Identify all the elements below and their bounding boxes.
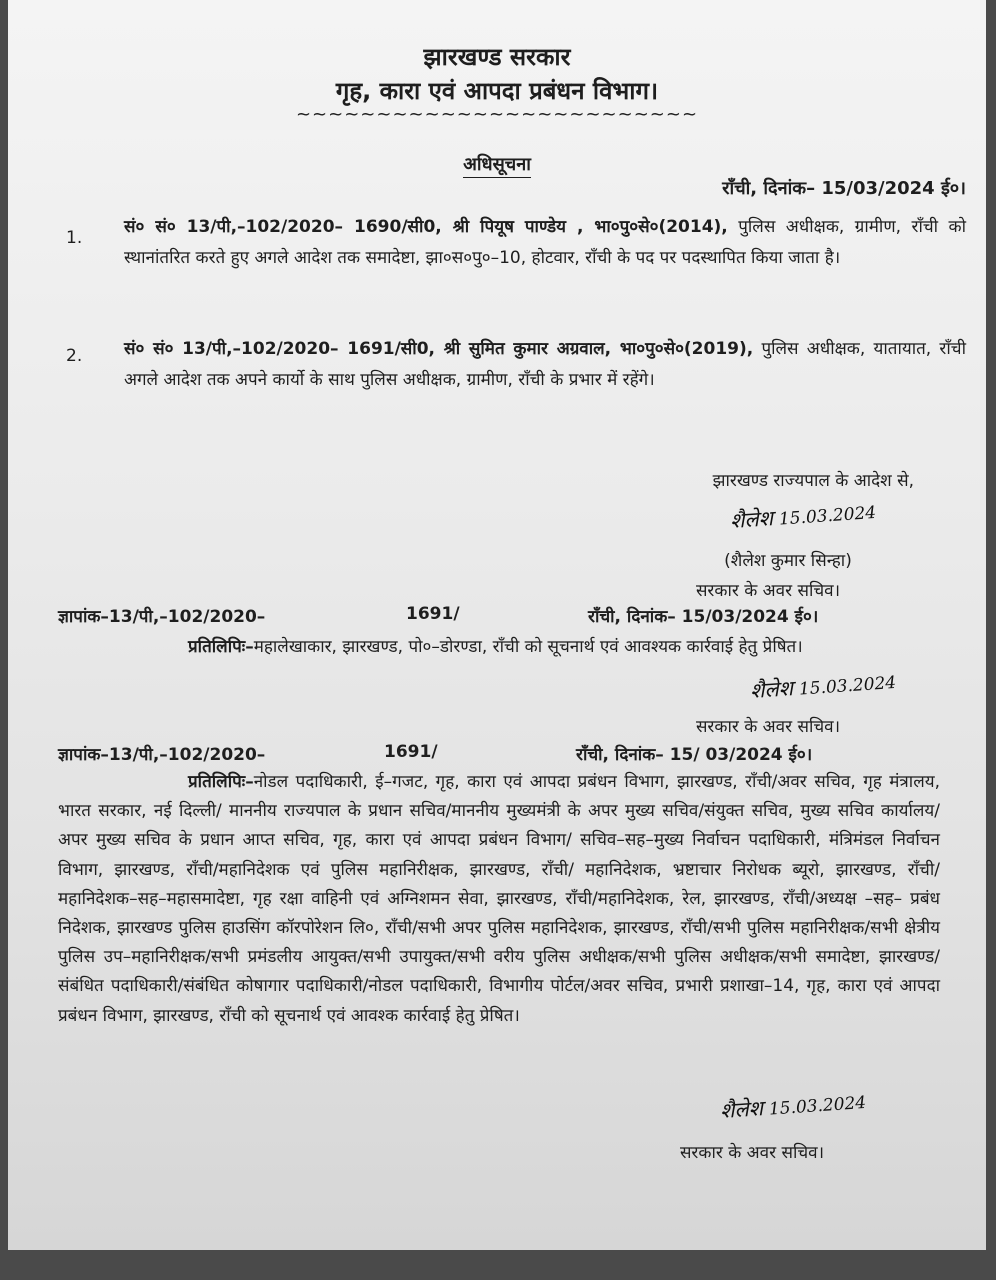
signatory-name: (शैलेश कुमार सिन्हा) — [724, 551, 852, 571]
notification-date: राँची, दिनांक– 15/03/2024 ई०। — [722, 178, 966, 199]
order-2-paragraph — [124, 334, 966, 396]
signature-2-date: 15.03.2024 — [798, 672, 897, 700]
signature-1-mark: शैलेश — [729, 506, 774, 534]
memo-2-copy-to — [58, 768, 940, 1031]
memo-2-copy-label: प्रतिलिपिः– — [188, 772, 254, 792]
order-2-text: पुलिस अधीक्षक, यातायात, राँची अगले आदेश तक अपने कार्यो के साथ पुलिस अधीक्षक, ग्रामीण, राँची के प्रभार में रहेंगे। — [124, 339, 966, 390]
order-2-reference: सं० सं० 13/पी,–102/2020– 1691/सी0, श्री सुमित कुमार अग्रवाल, भा०पु०से०(2019), — [124, 339, 754, 359]
memo-2-copy-text: नोडल पदाधिकारी, ई–गजट, गृह, कारा एवं आपदा प्रबंधन विभाग, झारखण्ड, राँची/अवर सचिव, गृह मंत्रालय, भारत सरकार, नई दिल्ली/ माननीय राज्यपाल के प्रधान सचिव/माननीय मुख्यमंत्री के अपर मुख्य सचिव/संयुक्त सचिव, मुख्य सचिव कार्यालय/ अपर मुख्य सचिव के प्रधान आप्त सचिव, गृह, कारा एवं आपदा प्रबंधन विभाग/ सचिव–सह–मुख्य निर्वाचन पदाधिकारी, मंत्रिमंडल निर्वाचन विभाग, झारखण्ड, राँची/महानिदेशक एवं पुलिस महानिरीक्षक, झारखण्ड, राँची/ महानिदेशक, भ्रष्टाचार निरोधक ब्यूरो, झारखण्ड, राँची/ महानिदेशक–सह–महासमादेष्टा, गृह रक्षा वाहिनी एवं अग्निशमन सेवा, झारखण्ड, राँची/महानिदेशक, रेल, झारखण्ड, राँची/अध्यक्ष –सह– प्रबंध निदेशक, झारखण्ड पुलिस हाउसिंग कॉरपोरेशन लि०, राँची/सभी अपर पुलिस महानिदेशक, झारखण्ड, राँची/सभी पुलिस महानिरीक्षक/सभी क्षेत्रीय पुलिस उप–महानिरीक्षक/सभी प्रमंडलीय आयुक्त/सभी उपायुक्त/सभी वरीय पुलिस अधीक्षक/सभी पुलिस अधीक्षक/सभी समादेष्टा, झारखण्ड/संबंधित पदाधिकारी/संबंधित कोषागार पदाधिकारी/नोडल पदाधिकारी, विभागीय पोर्टल/अवर सचिव, प्रभारी प्रशाखा–14, गृह, कारा एवं आपदा प्रबंधन विभाग, झारखण्ड, राँची को सूचनार्थ एवं आवश्क कार्रवाई हेतु प्रेषित। — [58, 772, 940, 1026]
memo-1-date: राँची, दिनांक– 15/03/2024 ई०। — [588, 607, 819, 627]
document-page — [8, 0, 986, 1250]
govt-heading: झारखण्ड सरकार — [423, 43, 571, 71]
header-divider: ~~~~~~~~~~~~~~~~~~~~~~~~~ — [295, 104, 699, 125]
signature-2-mark: शैलेश — [749, 676, 794, 704]
memo-1-sequence: 1691/ — [406, 604, 460, 624]
signature-1-date: 15.03.2024 — [778, 502, 877, 530]
signatory-title-2: सरकार के अवर सचिव। — [695, 717, 841, 737]
memo-1-copy-to — [58, 632, 950, 663]
signatory-title-1: सरकार के अवर सचिव। — [695, 581, 841, 601]
memo-2-sequence: 1691/ — [384, 742, 438, 762]
memo-2-date: राँची, दिनांक– 15/ 03/2024 ई०। — [576, 745, 813, 765]
signature-3-date: 15.03.2024 — [768, 1092, 867, 1120]
memo-1-number: ज्ञापांक–13/पी,–102/2020– — [58, 607, 266, 627]
order-1-reference: सं० सं० 13/पी,–102/2020– 1690/सी0, श्री पियूष पाण्डेय , भा०पु०से०(2014), — [124, 217, 728, 237]
signature-1 — [729, 497, 877, 535]
department-heading: गृह, कारा एवं आपदा प्रबंधन विभाग। — [335, 77, 659, 105]
order-1-paragraph — [124, 212, 966, 274]
order-1-text: पुलिस अधीक्षक, ग्रामीण, राँची को स्थानांतरित करते हुए अगले आदेश तक समादेष्टा, झा०स०पु०–10, होटवार, राँची के पद पर पदस्थापित किया जाता है। — [124, 217, 966, 268]
order-by-governor: झारखण्ड राज्यपाल के आदेश से, — [712, 471, 914, 491]
memo-2-number: ज्ञापांक–13/पी,–102/2020– — [58, 745, 266, 765]
notification-title — [8, 152, 986, 176]
memo-1-copy-text: महालेखाकार, झारखण्ड, पो०–डोरण्डा, राँची को सूचनार्थ एवं आवश्यक कार्रवाई हेतु प्रेषित। — [253, 637, 803, 657]
memo-1-copy-label: प्रतिलिपिः– — [188, 637, 254, 657]
order-1-number: 1. — [66, 228, 83, 248]
signature-3-mark: शैलेश — [719, 1096, 764, 1124]
notification-title-text: अधिसूचना — [463, 154, 531, 178]
order-2-number: 2. — [66, 346, 83, 366]
signature-2 — [749, 667, 897, 705]
signatory-title-3: सरकार के अवर सचिव। — [679, 1143, 825, 1163]
signature-3 — [719, 1087, 867, 1125]
